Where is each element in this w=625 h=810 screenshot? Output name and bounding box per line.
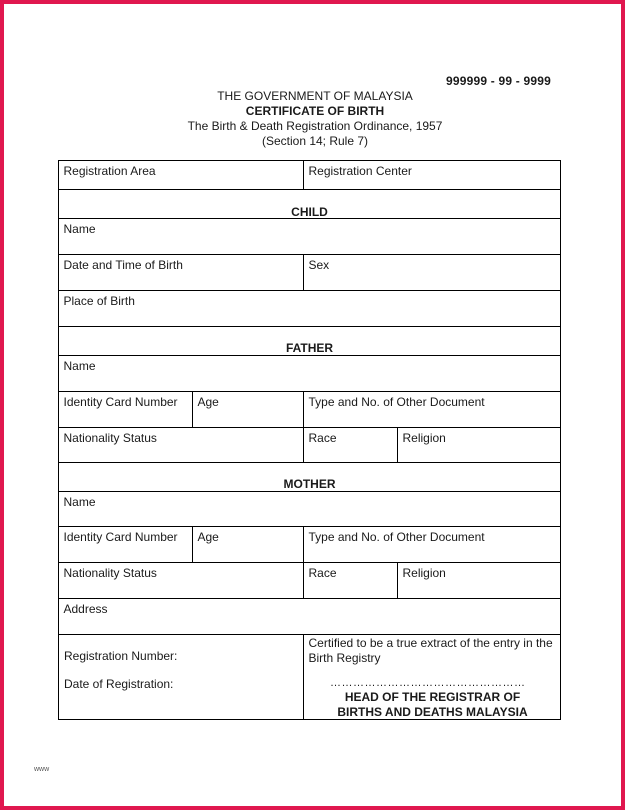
government-heading: THE GOVERNMENT OF MALAYSIA [217,89,413,103]
certificate-title: CERTIFICATE OF BIRTH [245,104,385,118]
registrar-title-line-2: BIRTHS AND DEATHS MALAYSIA [337,705,528,719]
child-section-title: CHILD [291,205,328,219]
registrar-title-line-1: HEAD OF THE REGISTRAR OF [344,690,521,704]
father-ic-label: Identity Card Number [63,394,178,409]
father-age-label: Age [197,394,219,409]
father-nationality-field[interactable] [58,427,304,463]
mother-name-field[interactable] [58,491,561,527]
father-age-field[interactable] [192,391,304,428]
mother-name-label: Name [63,494,96,509]
mother-race-field[interactable] [303,562,398,599]
registration-center-label: Registration Center [308,163,412,178]
certificate-number: 999999 - 99 - 9999 [446,74,552,88]
mother-address-label: Address [63,601,108,616]
father-other-document-label: Type and No. of Other Document [308,394,485,409]
child-name-label: Name [63,221,96,236]
child-sex-label: Sex [308,257,330,272]
child-sex-field[interactable] [303,254,561,291]
registration-number-label: Registration Number: [64,649,178,663]
father-name-label: Name [63,358,96,373]
father-ic-field[interactable] [58,391,193,428]
father-race-field[interactable] [303,427,398,463]
mother-age-label: Age [197,529,219,544]
ordinance-text: The Birth & Death Registration Ordinance, 1957 [187,119,443,133]
mother-other-document-label: Type and No. of Other Document [308,529,485,544]
child-birth-datetime-label: Date and Time of Birth [63,257,183,272]
father-name-field[interactable] [58,355,561,392]
registration-area-label: Registration Area [63,163,156,178]
mother-religion-field[interactable] [397,562,561,599]
mother-nationality-label: Nationality Status [63,565,157,580]
child-name-field[interactable] [58,218,561,255]
child-birth-datetime-field[interactable] [58,254,304,291]
registration-center-field[interactable] [303,160,561,190]
mother-section-title: MOTHER [283,477,336,491]
child-birthplace-field[interactable] [58,290,561,327]
father-section-title: FATHER [285,341,334,355]
signature-line: …………………………………………… [330,677,526,689]
mother-ic-field[interactable] [58,526,193,563]
registration-area-field[interactable] [58,160,304,190]
mother-other-document-field[interactable] [303,526,561,563]
father-religion-field[interactable] [397,427,561,463]
certified-extract-text: Certified to be a true extract of the entry in the Birth Registry [308,635,553,665]
father-other-document-field[interactable] [303,391,561,428]
father-nationality-label: Nationality Status [63,430,157,445]
date-of-registration-label: Date of Registration: [64,677,174,691]
mother-religion-label: Religion [402,565,446,580]
mother-race-label: Race [308,565,337,580]
registrar-title [304,690,561,720]
mother-address-field[interactable] [58,598,561,635]
section-rule-text: (Section 14; Rule 7) [261,134,369,148]
father-race-label: Race [308,430,337,445]
father-religion-label: Religion [402,430,446,445]
watermark-text: www [34,766,50,773]
mother-age-field[interactable] [192,526,304,563]
child-birthplace-label: Place of Birth [63,293,135,308]
mother-ic-label: Identity Card Number [63,529,178,544]
mother-nationality-field[interactable] [58,562,304,599]
